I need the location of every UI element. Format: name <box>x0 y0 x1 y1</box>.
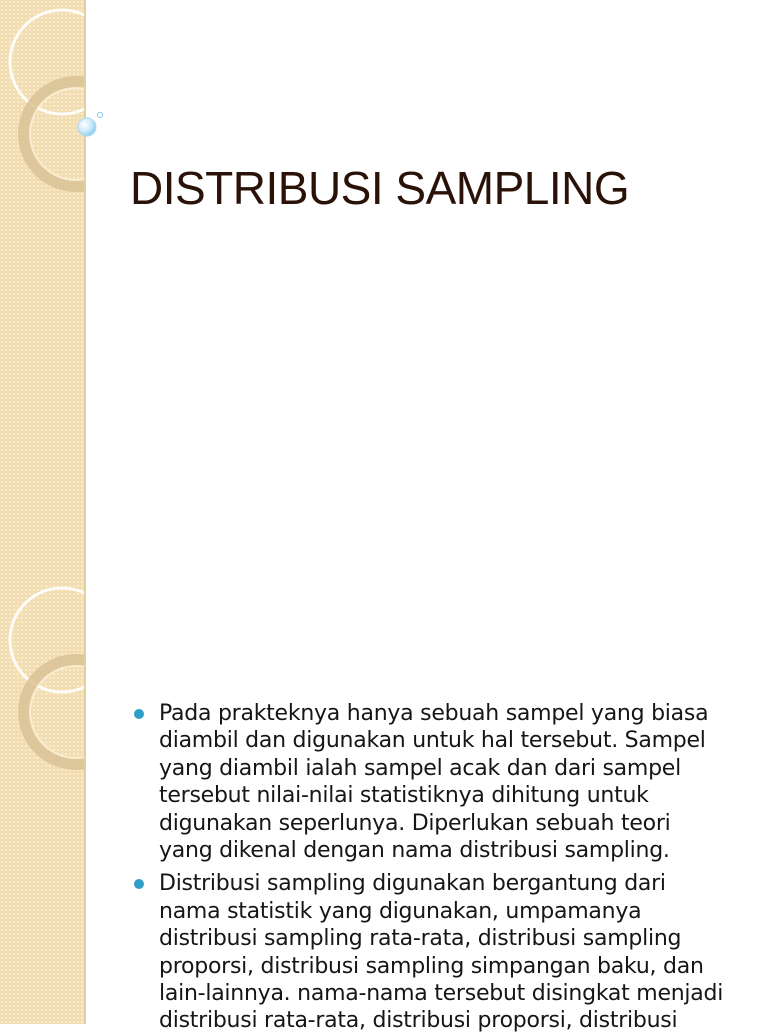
bullet-line: yang diambil ialah sampel acak dan dari sampel <box>159 755 681 781</box>
bullet-line: Distribusi sampling digunakan bergantung dari <box>159 871 666 897</box>
panel-divider <box>84 0 86 1024</box>
bullet-line: digunakan seperlunya. Diperlukan sebuah teori <box>159 810 671 836</box>
bubble-icon <box>0 0 110 150</box>
decorative-rings-icon <box>0 0 84 1024</box>
bullet-line: tersebut nilai-nilai statistiknya dihitung untuk <box>159 783 649 809</box>
bullet-line: yang dikenal dengan nama distribusi sampling. <box>159 838 670 864</box>
bullet-icon <box>134 879 144 889</box>
bullet-line: proporsi, distribusi sampling simpangan baku, dan <box>159 953 704 979</box>
slide-title: DISTRIBUSI SAMPLING <box>130 162 630 214</box>
bullet-line: nama statistik yang digunakan, umpamanya <box>159 898 642 924</box>
bullet-line: distribusi rata-rata, distribusi proporsi, distribusi <box>159 1008 678 1034</box>
bullet-item <box>130 870 750 1034</box>
slide-body <box>130 700 750 1035</box>
bullet-line: Pada prakteknya hanya sebuah sampel yang biasa <box>159 701 709 726</box>
bullet-list <box>130 700 750 1035</box>
bullet-line: diambil dan digunakan untuk hal tersebut. Sampel <box>159 728 706 754</box>
bullet-icon <box>134 709 144 719</box>
bullet-item <box>130 700 750 864</box>
bullet-line: lain-lainnya. nama-nama tersebut disingkat menjadi <box>159 981 724 1007</box>
bullet-line: distribusi sampling rata-rata, distribusi sampling <box>159 926 682 952</box>
decorative-side-panel <box>0 0 84 1024</box>
